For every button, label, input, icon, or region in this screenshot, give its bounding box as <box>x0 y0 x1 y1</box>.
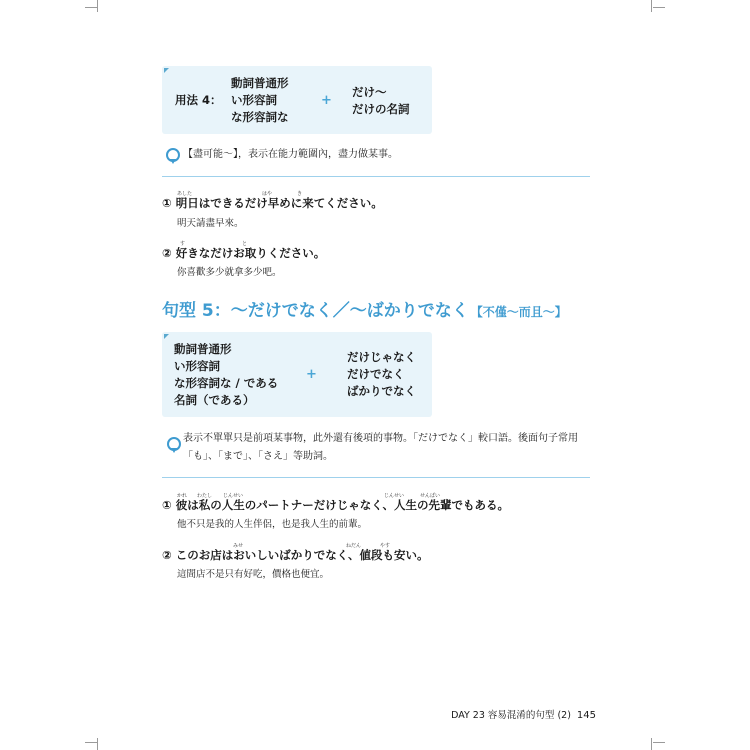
usage4-results <box>352 84 410 118</box>
example-sentence: ① 彼は私の人生のパートナーだけじゃなく、人生の先輩でもある。 <box>162 498 510 512</box>
example-sentence: ② 好きなだけお取りください。 <box>162 246 326 260</box>
usage4-result: だけ～ <box>352 85 387 99</box>
usage5-result: だけでなく <box>347 367 405 381</box>
translation: 他不只是我的人生伴侶，也是我人生的前輩。 <box>177 519 368 530</box>
usage5-result: ばかりでなく <box>347 384 416 398</box>
crop-mark <box>85 7 97 8</box>
pin-icon <box>166 148 180 162</box>
usage5-forms <box>174 341 278 409</box>
ruby: わたし <box>197 493 213 499</box>
example-sentence: ② このお店はおいしいばかりでなく、値段も安い。 <box>162 548 429 562</box>
usage4-form: い形容詞 <box>231 93 277 107</box>
usage4-label: 用法 4： <box>175 93 222 107</box>
divider <box>162 477 590 478</box>
page-footer <box>451 707 596 721</box>
usage5-result: だけじゃなく <box>347 350 416 364</box>
usage4-form: 動詞普通形 <box>231 76 289 90</box>
ruby: き <box>297 191 303 197</box>
hint-text: 表示不單單只是前項某事物，此外還有後項的事物。「だけでなく」較口語。後面句子常用 「も」、「まで」、「さえ」等助詞。 <box>183 433 578 462</box>
plus-icon: + <box>306 367 317 382</box>
ruby: す <box>180 241 186 247</box>
pattern-title: 句型 5：～だけでなく／～ばかりでなく 【不僅～而且～】 <box>162 301 567 321</box>
usage4-forms <box>231 75 289 126</box>
example-sentence: ① 明日はできるだけ早めに来てください。 <box>162 196 383 210</box>
ruby: みせ <box>233 543 244 549</box>
crop-mark <box>651 0 652 12</box>
ruby: あした <box>177 191 193 197</box>
page-number: 145 <box>576 710 596 721</box>
usage5-form: 名詞（である） <box>174 393 255 407</box>
ruby: じんせい <box>223 493 244 499</box>
ruby: やす <box>380 543 391 549</box>
ruby: ねだん <box>346 543 362 549</box>
divider <box>162 176 590 177</box>
hint-text: 【盡可能～】，表示在能力範圍內，盡力做某事。 <box>183 149 398 160</box>
crop-mark <box>97 738 98 750</box>
corner-mark-icon <box>164 334 169 339</box>
usage4-form: な形容詞な <box>231 110 289 124</box>
crop-mark <box>97 0 98 12</box>
pin-icon <box>167 437 181 451</box>
usage5-form: い形容詞 <box>174 359 220 373</box>
crop-mark <box>653 742 665 743</box>
plus-icon: + <box>321 93 332 108</box>
translation: 明天請盡早來。 <box>177 218 244 229</box>
ruby: じんせい <box>384 493 405 499</box>
ruby: せんぱい <box>420 493 441 499</box>
translation: 你喜歡多少就拿多少吧。 <box>177 267 282 278</box>
crop-mark <box>653 7 665 8</box>
usage5-form: な形容詞な / である <box>174 376 279 390</box>
usage5-results <box>347 349 416 400</box>
footer-text: DAY 23 容易混淆的句型 (2) <box>451 710 571 721</box>
usage4-result: だけの名詞 <box>352 102 410 116</box>
corner-mark-icon <box>164 68 169 73</box>
usage5-form: 動詞普通形 <box>174 342 232 356</box>
ruby: かれ <box>177 493 188 499</box>
ruby: と <box>242 241 248 247</box>
ruby: はや <box>262 191 273 197</box>
translation: 這間店不是只有好吃，價格也便宜。 <box>177 569 330 580</box>
crop-mark <box>651 738 652 750</box>
crop-mark <box>85 742 97 743</box>
